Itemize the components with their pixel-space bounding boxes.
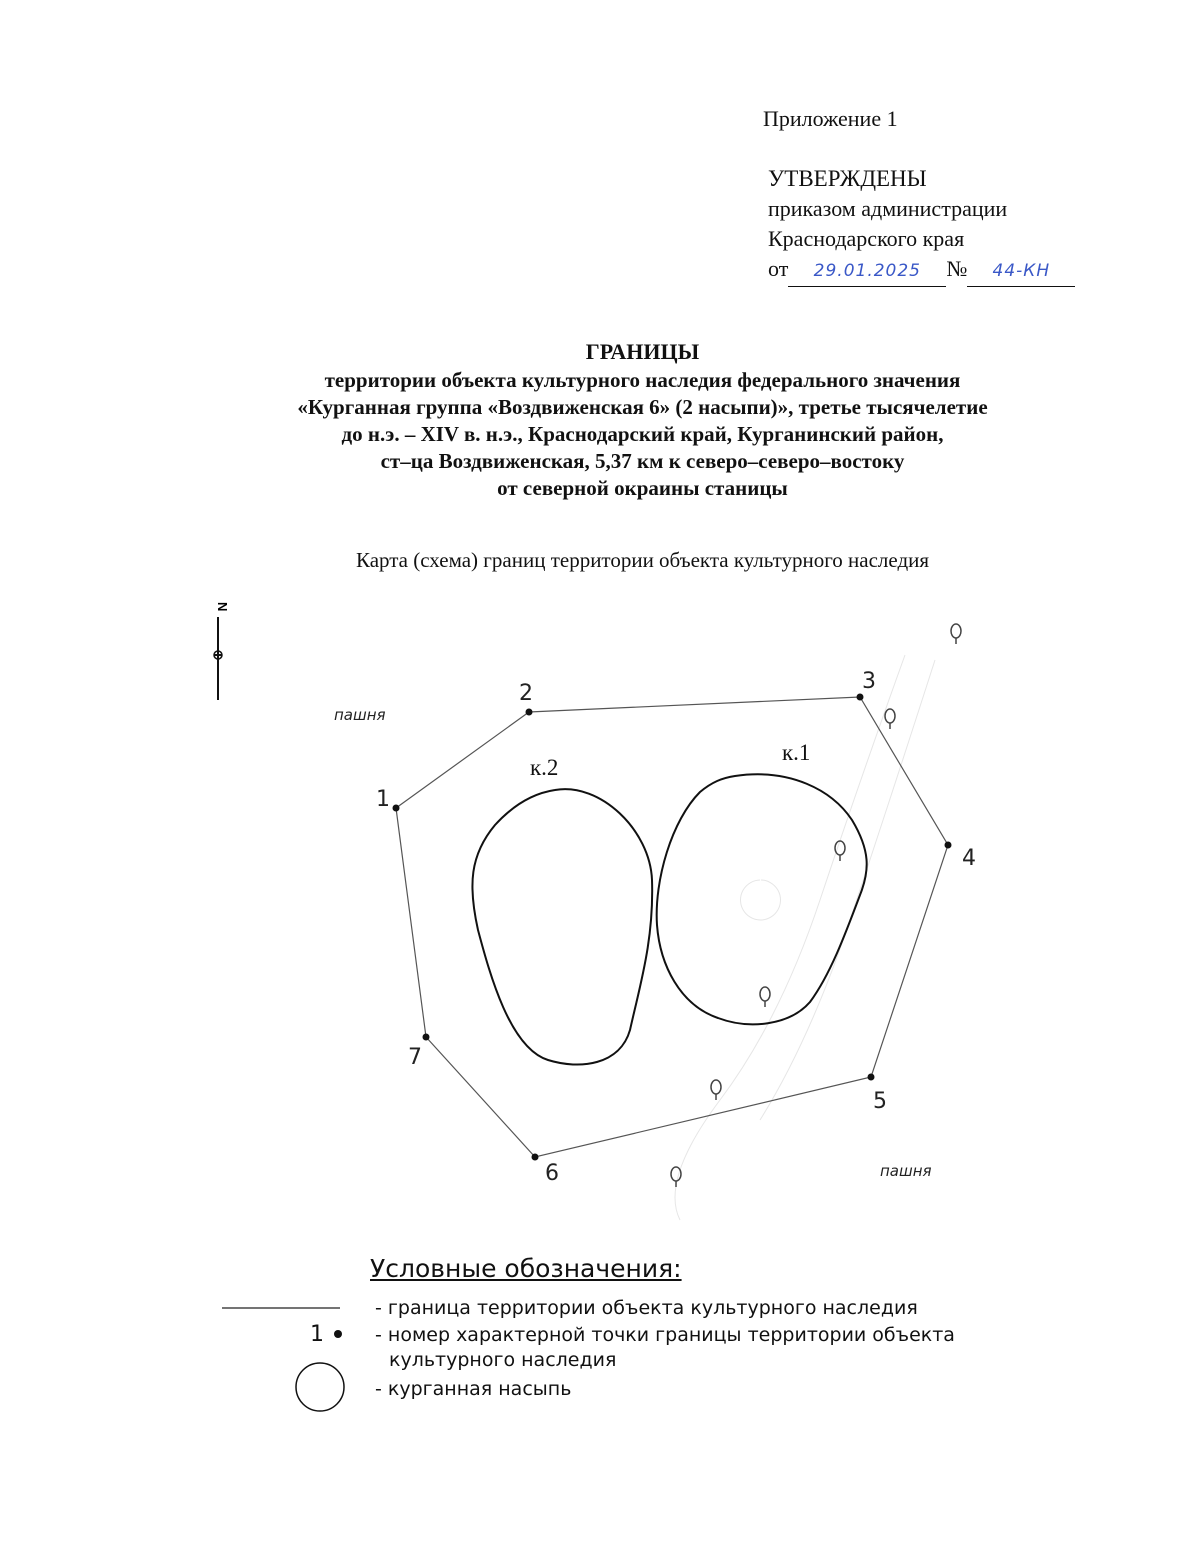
tree-icon <box>711 1080 721 1100</box>
boundary-point-4 <box>945 842 952 849</box>
number-prefix: № <box>946 256 968 281</box>
boundary-point-label-5: 5 <box>873 1089 887 1114</box>
legend-mound-symbol <box>296 1363 344 1411</box>
boundary-point-1 <box>393 805 400 812</box>
legend-point-line-1: - номер характерной точки границы территории объекта <box>375 1324 955 1346</box>
mound-label-k2: к.2 <box>530 755 559 780</box>
heading-line-4: ст–ца Воздвиженская, 5,37 км к северо–северо–востоку <box>380 449 905 473</box>
boundary-point-7 <box>423 1034 430 1041</box>
tree-icon <box>760 987 770 1007</box>
heading-line-5: от северной окраины станицы <box>497 476 788 500</box>
legend-title: Условные обозначения: <box>370 1254 682 1283</box>
boundary-point-2 <box>526 709 533 716</box>
heading-line-1: территории объекта культурного наследия федерального значения <box>324 368 961 392</box>
boundary-point-label-4: 4 <box>962 846 976 871</box>
boundary-point-label-7: 7 <box>408 1045 422 1070</box>
tree-icon <box>951 624 961 644</box>
tree-icon <box>671 1167 681 1187</box>
heading-line-2: «Курганная группа «Воздвиженская 6» (2 насыпи)», третье тысячелетие <box>297 395 988 419</box>
boundary-point-label-3: 3 <box>862 669 876 694</box>
mound-label-k1: к.1 <box>782 740 811 765</box>
heading-line-3: до н.э. – XIV в. н.э., Краснодарский край, Курганинский район, <box>341 422 944 446</box>
approved-by-line-1: приказом администрации <box>768 196 1008 221</box>
approved-title: УТВЕРЖДЕНЫ <box>768 166 927 191</box>
date-prefix: от <box>768 256 789 281</box>
handwritten-number: 44-КН <box>967 256 1075 287</box>
tree-icon <box>885 709 895 729</box>
boundary-point-label-6: 6 <box>545 1161 559 1186</box>
approved-by-line-2: Краснодарского края <box>768 226 965 251</box>
boundary-point-6 <box>532 1154 539 1161</box>
legend-point-symbol <box>334 1330 342 1338</box>
legend-point-sample: 1 <box>310 1322 324 1347</box>
handwritten-date: 29.01.2025 <box>788 256 946 287</box>
north-arrow-icon <box>214 602 230 700</box>
legend-point-line-2: культурного наследия <box>389 1349 617 1371</box>
boundary-point-3 <box>857 694 864 701</box>
field-label-2: пашня <box>880 1162 932 1180</box>
legend-boundary-text: - граница территории объекта культурного наследия <box>375 1297 918 1319</box>
boundary-point-5 <box>868 1074 875 1081</box>
mound-k1 <box>657 774 867 1024</box>
appendix-label: Приложение 1 <box>763 106 898 131</box>
tree-icons <box>671 624 961 1187</box>
heading-title: ГРАНИЦЫ <box>585 339 700 364</box>
legend-mound-text: - курганная насыпь <box>375 1378 572 1400</box>
boundary-point-label-2: 2 <box>519 681 533 706</box>
boundary-point-label-1: 1 <box>376 787 390 812</box>
legend-point-text <box>375 1323 1075 1373</box>
mound-k2 <box>472 789 652 1064</box>
map-caption: Карта (схема) границ территории объекта культурного наследия <box>355 548 930 572</box>
field-label-1: пашня <box>334 706 386 724</box>
north-label: N <box>215 602 230 612</box>
